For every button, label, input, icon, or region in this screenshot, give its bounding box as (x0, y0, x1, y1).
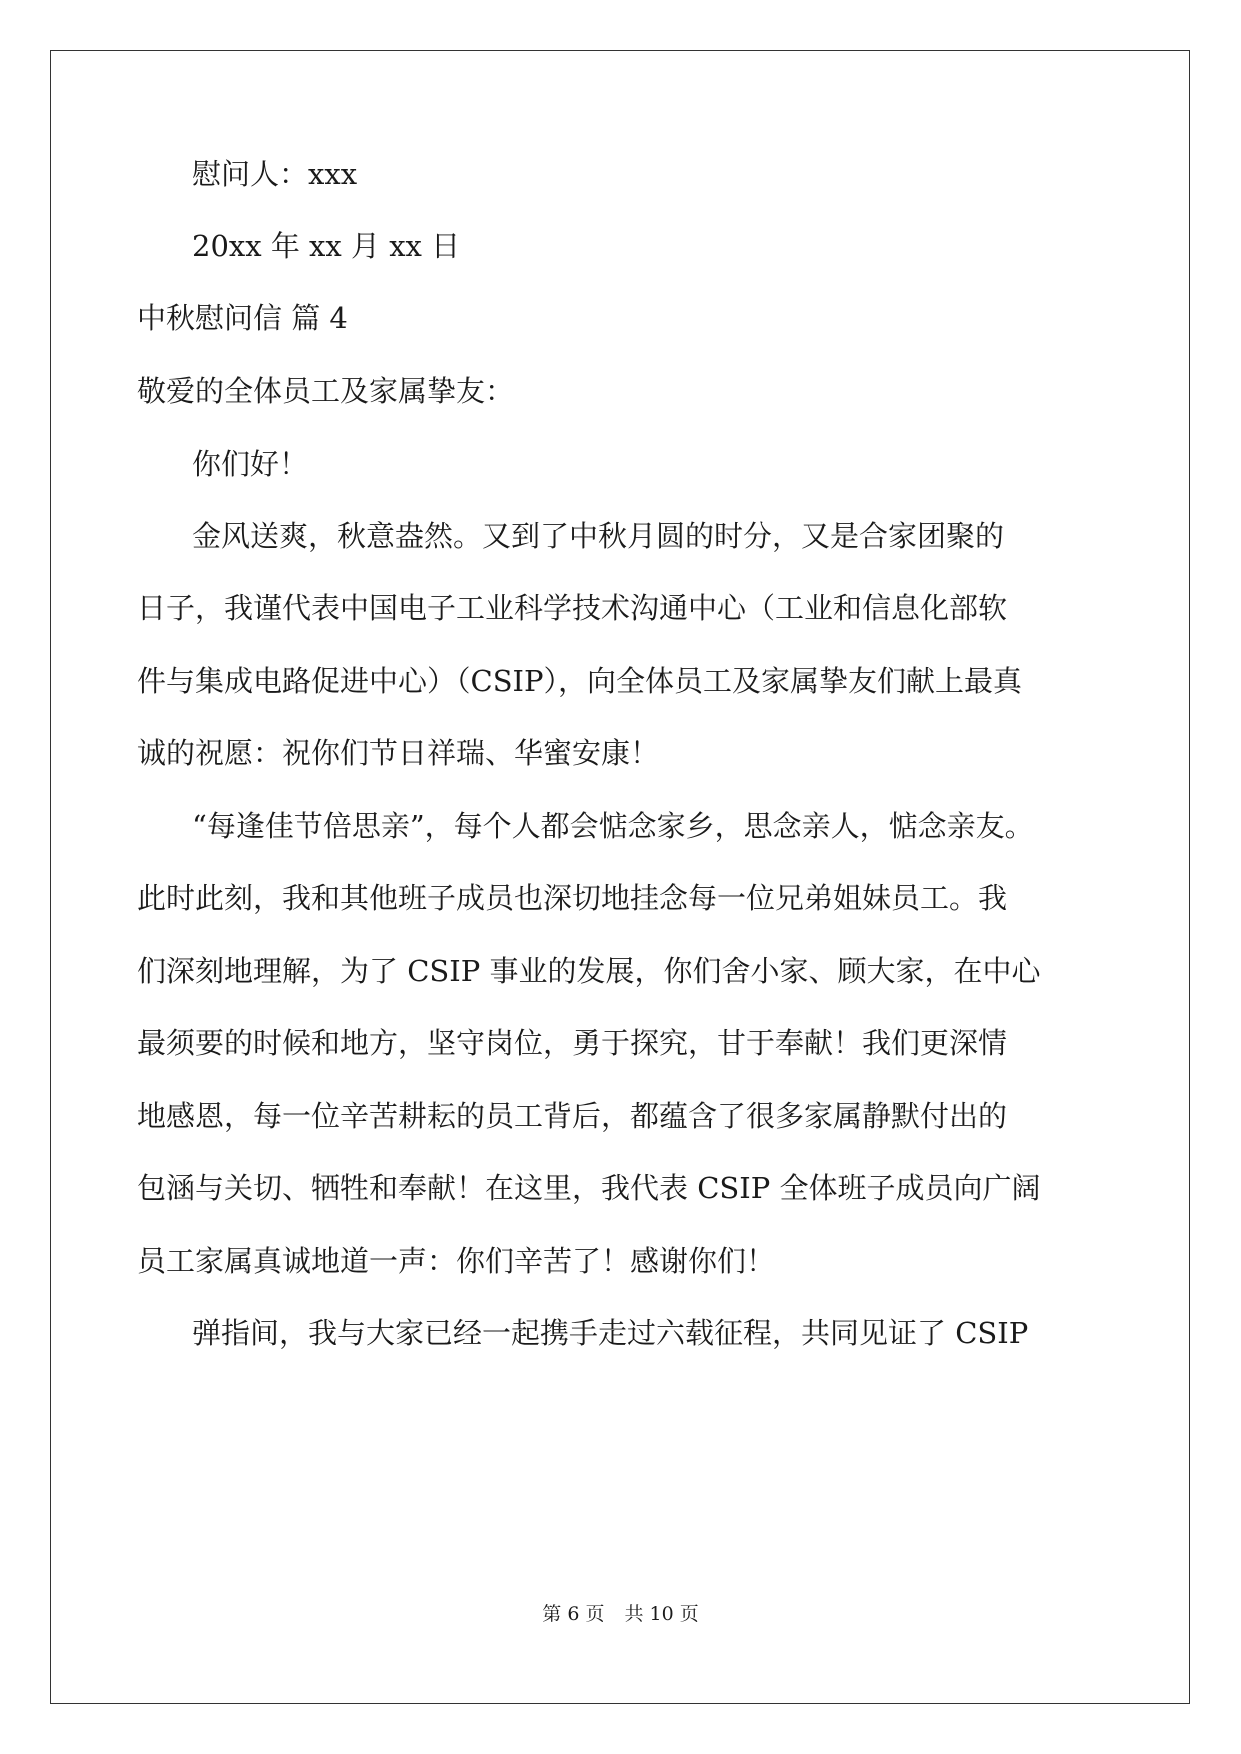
paragraph-line: “每逢佳节倍思亲”，每个人都会惦念家乡，思念亲人，惦念亲友。 (192, 809, 1034, 843)
greeting: 你们好！ (192, 447, 309, 481)
paragraph-line: 件与集成电路促进中心）（CSIP），向全体员工及家属挚友们献上最真 (137, 664, 1023, 698)
section-heading: 中秋慰问信 篇 4 (137, 301, 348, 335)
paragraph-line: 此时此刻，我和其他班子成员也深切地挂念每一位兄弟姐妹员工。我 (137, 881, 1008, 915)
paragraph-line: 们深刻地理解，为了 CSIP 事业的发展，你们舍小家、顾大家，在中心 (137, 954, 1041, 988)
paragraph-line: 地感恩，每一位辛苦耕耘的员工背后，都蕴含了很多家属静默付出的 (137, 1099, 1008, 1133)
salutation: 敬爱的全体员工及家属挚友： (137, 374, 515, 408)
page-total: 共 10 页 (624, 1603, 699, 1625)
paragraph-line: 日子，我谨代表中国电子工业科学技术沟通中心（工业和信息化部软 (137, 591, 1008, 625)
paragraph-line: 金风送爽，秋意盎然。又到了中秋月圆的时分，又是合家团聚的 (192, 519, 1005, 553)
date-line: 20xx 年 xx 月 xx 日 (192, 229, 461, 263)
paragraph-line: 包涵与关切、牺牲和奉献！在这里，我代表 CSIP 全体班子成员向广阔 (137, 1171, 1041, 1205)
paragraph-line: 最须要的时候和地方，坚守岗位，勇于探究，甘于奉献！我们更深情 (137, 1026, 1008, 1060)
paragraph-line: 诚的祝愿：祝你们节日祥瑞、华蜜安康！ (137, 736, 660, 770)
page-footer (0, 1602, 1241, 1626)
signature-line: 慰问人：xxx (192, 157, 358, 191)
paragraph-line: 弹指间，我与大家已经一起携手走过六载征程，共同见证了 CSIP (192, 1316, 1029, 1350)
page-number: 第 6 页 (542, 1603, 605, 1625)
paragraph-line: 员工家属真诚地道一声：你们辛苦了！感谢你们！ (137, 1244, 776, 1278)
